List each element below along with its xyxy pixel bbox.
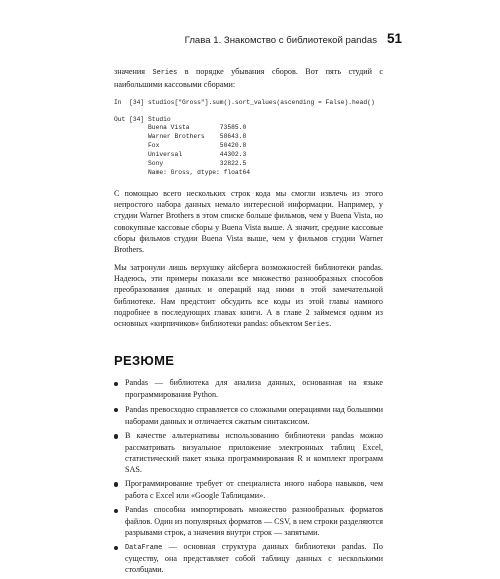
summary-item <box>114 505 383 539</box>
bullet-icon <box>114 382 118 386</box>
summary-item-text: В качестве альтернативы использованию библиотеки pandas можно рассматривать визуальное приложение электронных таблиц Excel, статистический пакет языка программирования R и комплект программ SAS. <box>125 430 383 474</box>
summary-item <box>114 431 383 476</box>
bullet-icon <box>114 509 118 513</box>
intro-text-end: в порядке убывания сборов. Вот пять студий с наибольшими кассовыми сборами: <box>114 67 384 90</box>
summary-item <box>114 542 383 576</box>
bullet-icon <box>114 408 118 412</box>
summary-item-text: Pandas превосходно справляется со сложными операциями над большими наборами данных и отличается сжатым синтаксисом. <box>125 404 383 426</box>
inline-code: Series <box>152 69 178 77</box>
bullet-icon <box>114 546 118 550</box>
summary-item-text: — основная структура данных библиотеки pandas. По существу, она представляет собой таблицу данных с несколькими столбцами. <box>125 542 383 574</box>
summary-item <box>114 405 383 428</box>
body-paragraph-2-end: . <box>329 319 332 329</box>
summary-item <box>114 378 383 401</box>
page-number: 51 <box>387 31 403 46</box>
summary-item-text: Pandas — библиотека для анализа данных, основанная на языке программирования Python. <box>125 378 383 400</box>
page-content <box>114 66 383 579</box>
summary-item <box>114 479 383 502</box>
summary-item-code: DataFrame <box>125 544 163 553</box>
code-input: In [34] studios["Gross"].sum().sort_values(ascending = False).head() <box>114 98 375 106</box>
chapter-title: Глава 1. Знакомство с библиотекой pandas <box>184 35 377 46</box>
code-output: Out [34] Studio Buena Vista 73585.0 Warner Brothers 58643.8 Fox 50420.8 Universal 44302.3 Sony 32822.5 Name: Gross, dtype: float64 <box>114 115 251 176</box>
body-paragraph-2 <box>114 262 383 332</box>
body-paragraph-2-text: Мы затронули лишь верхушку айсберга возможностей библиотеки pandas. Надеюсь, эти примеры показали все множество разнообразных способов преобразования данных и операций над ними в этой замечательной библиотеке. Нам предстоит обсудить все коды из этой главы намного подробнее в последующих главах книги. А в главе 2 займемся одним из основных «кирпичиков» библиотеки pandas: объектом <box>114 262 383 329</box>
intro-paragraph <box>114 66 383 91</box>
inline-code: Series <box>304 321 330 330</box>
summary-item-text: Программирование требует от специалиста иного набора навыков, чем работа с Excel или «Google Таблицами». <box>125 478 383 500</box>
summary-list <box>114 378 383 575</box>
intro-text-start: значения <box>114 67 153 76</box>
bullet-icon <box>114 482 118 486</box>
running-header <box>0 28 500 48</box>
summary-item-text: Pandas способна импортировать множество разнообразных форматов файлов. Один из популярных форматов — CSV, в нем строки разделяются разрывами строк, а значения внутри строк — запятыми. <box>125 505 383 537</box>
section-heading: РЕЗЮМЕ <box>114 353 175 369</box>
body-paragraph-1: С помощью всего нескольких строк кода мы смогли извлечь из этого непростого набора данных немало интересной информации. Например, у студии Warner Brothers в этом списке больше фильмов, чем у Buena Vista, но совокупные кассовые сборы у Buena Vista выше. А значит, средние кассовые сборы фильмов студии Buena Vista выше, чем у фильмов студии Warner Brothers. <box>114 188 383 255</box>
bullet-icon <box>114 434 118 438</box>
